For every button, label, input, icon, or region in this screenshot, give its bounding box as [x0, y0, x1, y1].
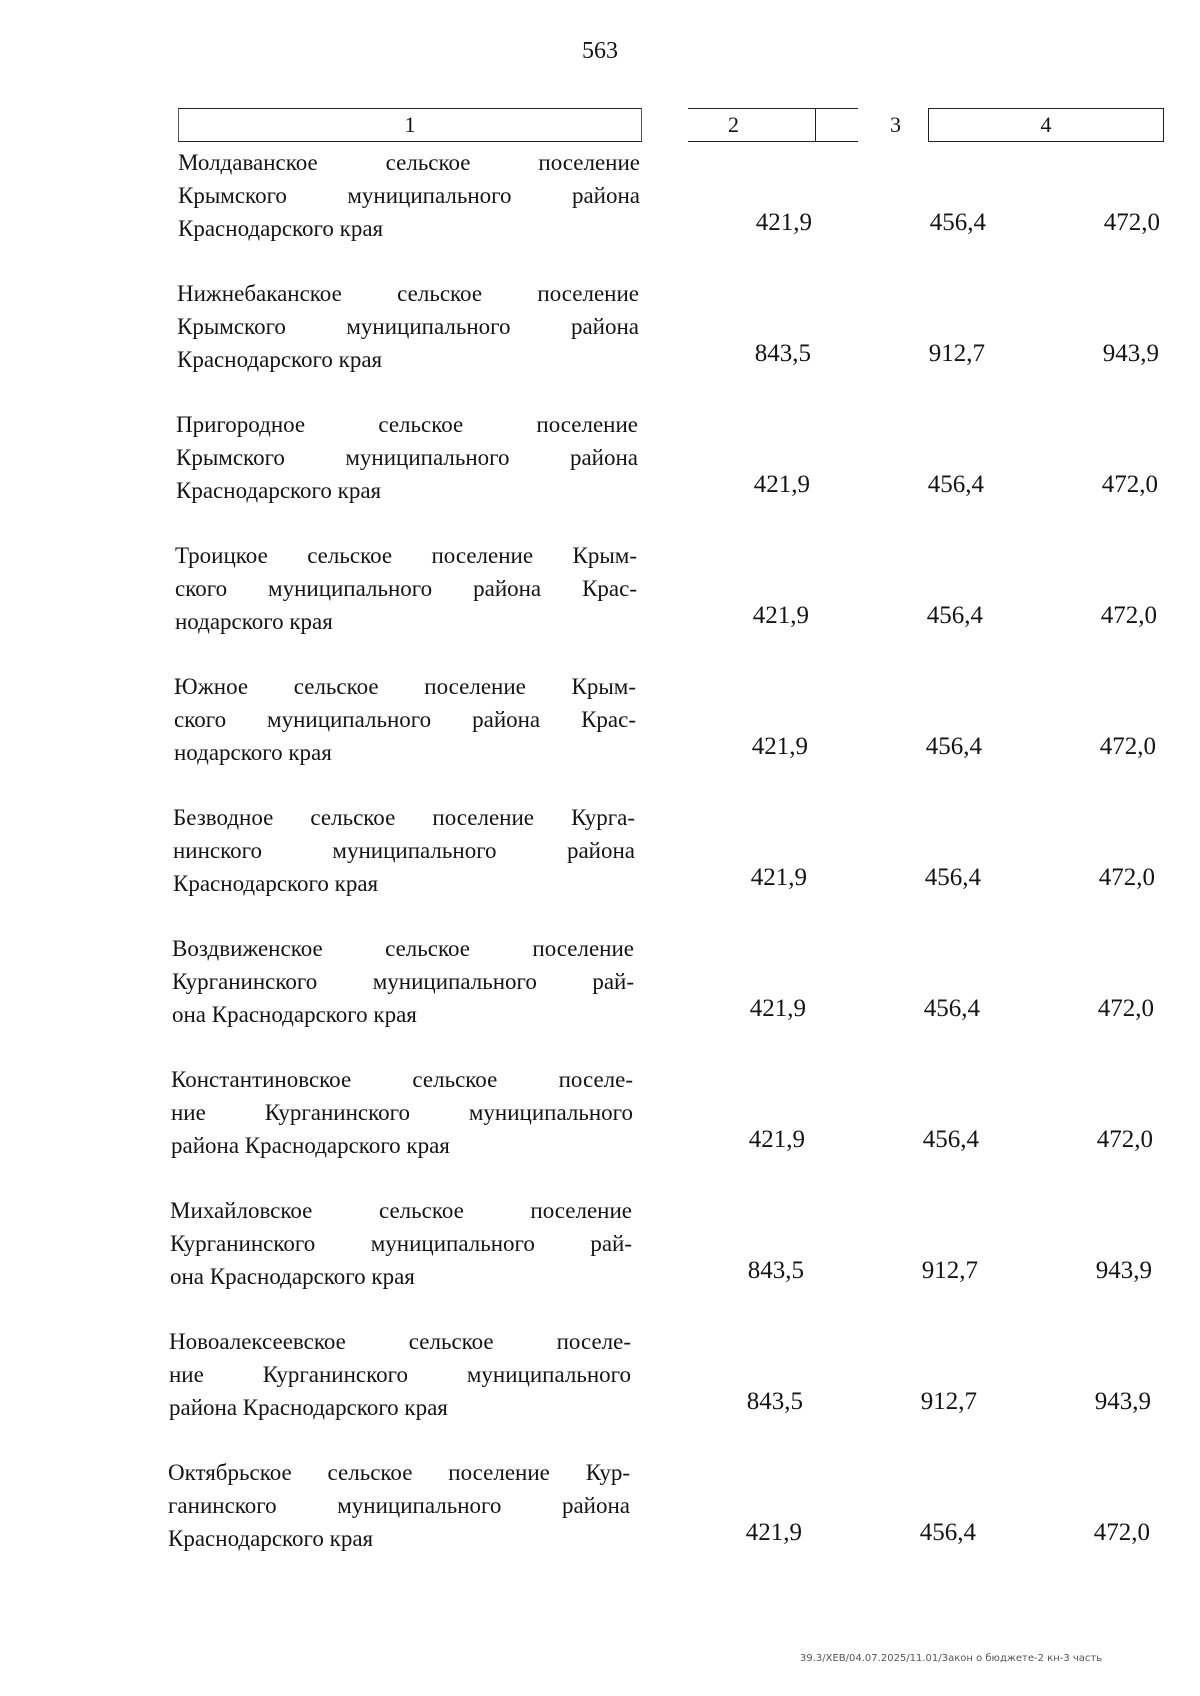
header-col-4-label: 4 — [1040, 112, 1052, 137]
settlement-name-line: нодарского края — [175, 609, 333, 634]
value-c3: 456,4 — [924, 864, 981, 891]
settlement-name-line: района Краснодарского края — [171, 1133, 450, 1158]
settlement-name-line: Константиновское сельское поселе- — [171, 1067, 633, 1092]
value-c3: 456,4 — [926, 602, 983, 629]
page-number: 563 — [582, 38, 618, 64]
value-c3: 912,7 — [928, 340, 985, 367]
table-row — [0, 670, 1200, 801]
settlement-name-line: она Краснодарского края — [172, 1002, 417, 1027]
settlement-name-line: Михайловское сельское поселение — [170, 1198, 632, 1223]
value-c3: 912,7 — [921, 1257, 978, 1284]
settlement-name-line: ние Курганинского муниципального — [171, 1100, 633, 1125]
value-c4: 943,9 — [1102, 340, 1159, 367]
value-c4: 472,0 — [1097, 995, 1154, 1022]
settlement-name — [178, 146, 640, 245]
settlement-name-line: ние Курганинского муниципального — [169, 1362, 631, 1387]
settlement-name — [168, 1456, 630, 1555]
table-header-col-2 — [688, 108, 858, 142]
value-c3: 912,7 — [920, 1388, 977, 1415]
value-c2: 421,9 — [753, 471, 810, 498]
settlement-name-line: она Краснодарского края — [170, 1264, 415, 1289]
settlement-name — [171, 1063, 633, 1162]
table-row — [0, 932, 1200, 1063]
table-row — [0, 801, 1200, 932]
value-c3: 456,4 — [919, 1519, 976, 1546]
value-c4: 472,0 — [1103, 209, 1160, 236]
value-c2: 421,9 — [745, 1519, 802, 1546]
value-c4: 943,9 — [1095, 1257, 1152, 1284]
value-c2: 843,5 — [747, 1257, 804, 1284]
value-c3: 456,4 — [927, 471, 984, 498]
header-col-3-label: 3 — [890, 112, 901, 137]
settlement-name-line: Краснодарского края — [168, 1526, 374, 1551]
header-col-1-label: 1 — [404, 112, 416, 137]
table-row — [0, 1063, 1200, 1194]
settlement-name-line: ганинского муниципального района — [168, 1493, 630, 1518]
value-c2: 421,9 — [752, 602, 809, 629]
value-c4: 472,0 — [1098, 864, 1155, 891]
settlement-name-line: Краснодарского края — [173, 871, 379, 896]
settlement-name — [175, 539, 637, 638]
value-c4: 943,9 — [1094, 1388, 1151, 1415]
value-c4: 472,0 — [1096, 1126, 1153, 1153]
settlement-name-line: района Краснодарского края — [169, 1395, 448, 1420]
header-col-2-divider — [815, 108, 816, 142]
value-c4: 472,0 — [1101, 471, 1158, 498]
settlement-name-line: нодарского края — [174, 740, 332, 765]
value-c2: 421,9 — [755, 209, 812, 236]
settlement-name-line: Краснодарского края — [178, 216, 384, 241]
value-c2: 421,9 — [751, 733, 808, 760]
table-header-col-4 — [928, 108, 1164, 142]
table-row — [0, 539, 1200, 670]
settlement-name — [176, 408, 638, 507]
table-row — [0, 277, 1200, 408]
settlement-name-line: Пригородное сельское поселение — [176, 412, 638, 437]
settlement-name-line: Октябрьское сельское поселение Кур- — [168, 1460, 630, 1485]
settlement-name-line: ского муниципального района Крас- — [174, 707, 636, 732]
settlement-name — [169, 1325, 631, 1424]
value-c3: 456,4 — [923, 995, 980, 1022]
value-c3: 456,4 — [922, 1126, 979, 1153]
value-c2: 421,9 — [749, 995, 806, 1022]
settlement-name — [172, 932, 634, 1031]
settlement-name-line: Крымского муниципального района — [177, 314, 639, 339]
settlement-name-line: Воздвиженское сельское поселение — [172, 936, 634, 961]
settlement-name-line: Курганинского муниципального рай- — [170, 1231, 632, 1256]
settlement-name-line: Молдаванское сельское поселение — [178, 150, 640, 175]
value-c3: 456,4 — [925, 733, 982, 760]
value-c4: 472,0 — [1100, 602, 1157, 629]
table-body — [0, 146, 1200, 1587]
value-c2: 421,9 — [750, 864, 807, 891]
settlement-name-line: Южное сельское поселение Крым- — [174, 674, 636, 699]
settlement-name — [174, 670, 636, 769]
value-c4: 472,0 — [1099, 733, 1156, 760]
settlement-name-line: Крымского муниципального района — [178, 183, 640, 208]
settlement-name-line: Безводное сельское поселение Курга- — [173, 805, 635, 830]
value-c3: 456,4 — [929, 209, 986, 236]
settlement-name-line: Краснодарского края — [176, 478, 382, 503]
settlement-name — [177, 277, 639, 376]
footer-reference: 39.3/XEB/04.07.2025/11.01/Закон о бюджете-2 кн-3 часть — [800, 1653, 1103, 1664]
settlement-name-line: Нижнебаканское сельское поселение — [177, 281, 639, 306]
table-row — [0, 146, 1200, 277]
value-c4: 472,0 — [1093, 1519, 1150, 1546]
settlement-name — [173, 801, 635, 900]
settlement-name-line: Новоалексеевское сельское поселе- — [169, 1329, 631, 1354]
table-row — [0, 408, 1200, 539]
table-header-col-1 — [178, 108, 642, 142]
settlement-name-line: Крымского муниципального района — [176, 445, 638, 470]
table-row — [0, 1325, 1200, 1456]
settlement-name-line: ского муниципального района Крас- — [175, 576, 637, 601]
settlement-name-line: Троицкое сельское поселение Крым- — [175, 543, 637, 568]
settlement-name — [170, 1194, 632, 1293]
table-row — [0, 1456, 1200, 1587]
header-col-2-label: 2 — [728, 112, 739, 137]
settlement-name-line: Краснодарского края — [177, 347, 383, 372]
settlement-name-line: Курганинского муниципального рай- — [172, 969, 634, 994]
value-c2: 421,9 — [748, 1126, 805, 1153]
settlement-name-line: нинского муниципального района — [173, 838, 635, 863]
table-row — [0, 1194, 1200, 1325]
value-c2: 843,5 — [754, 340, 811, 367]
value-c2: 843,5 — [746, 1388, 803, 1415]
